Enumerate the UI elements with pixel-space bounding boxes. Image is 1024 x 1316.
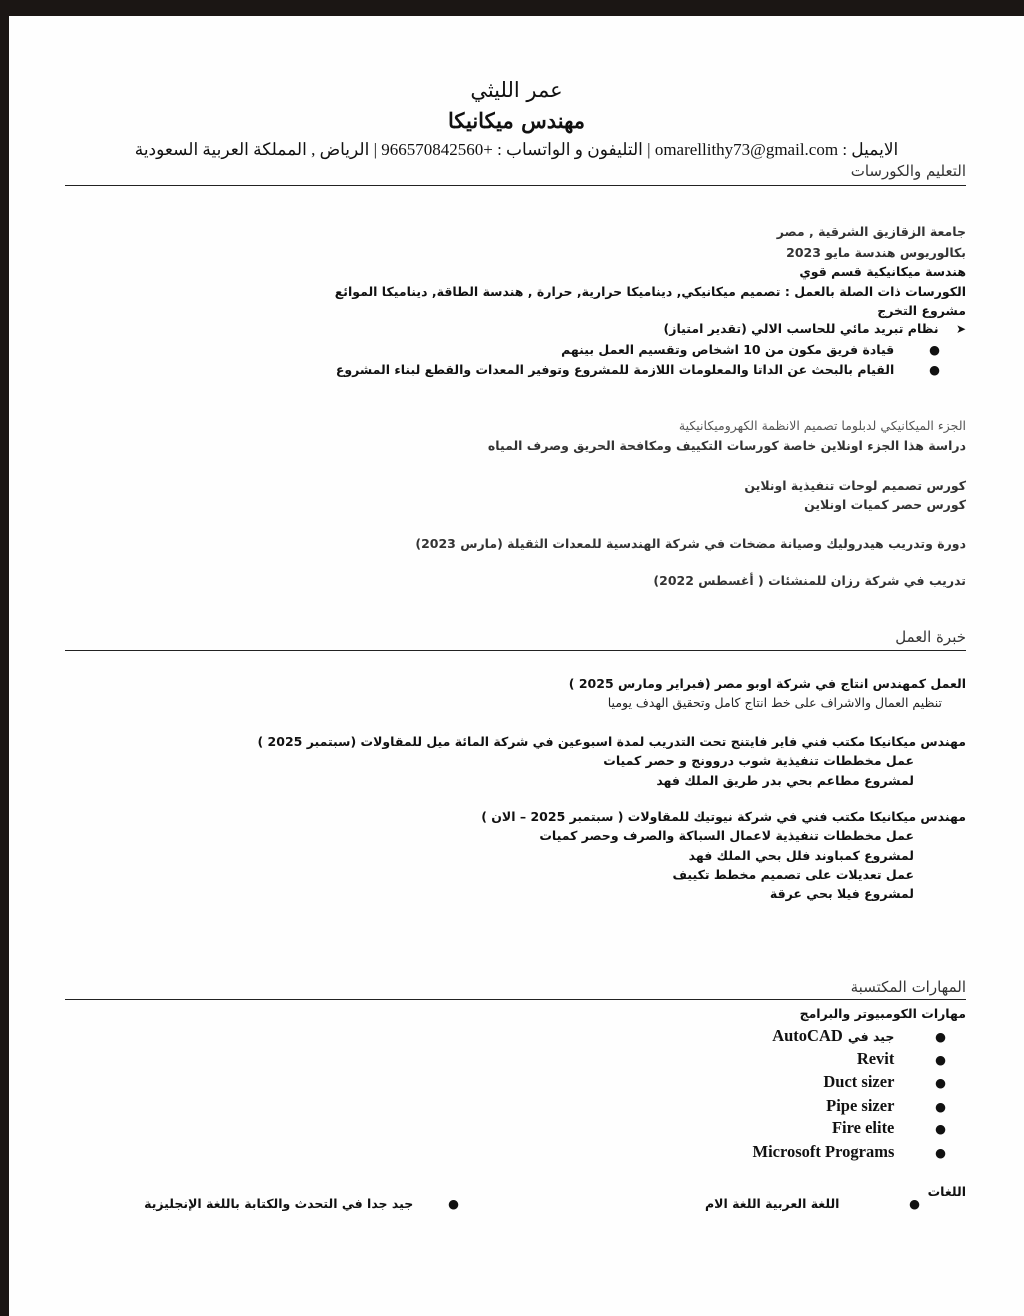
graduation-project-heading: مشروع التخرج xyxy=(877,303,966,318)
bullet-dot-icon: ● xyxy=(935,1099,946,1114)
skill-revit: Revit xyxy=(856,1049,895,1068)
job-detail: عمل تعديلات على تصميم مخطط تكييف xyxy=(672,867,914,882)
list-item xyxy=(753,1142,947,1162)
bullet-dot-icon: ● xyxy=(929,342,940,357)
diploma-title: الجزء الميكانيكي لدبلوما تصميم الانظمة الكهروميكانيكية xyxy=(678,418,966,433)
section-heading-experience: خبرة العمل xyxy=(895,628,966,646)
section-divider xyxy=(65,999,966,1000)
job-detail: لمشروع مطاعم بحي بدر طريق الملك فهد xyxy=(656,773,914,788)
bullet-dot-icon: ● xyxy=(935,1075,946,1090)
course-quantity-survey: كورس حصر كميات اونلاين xyxy=(804,497,966,512)
language-item-english: ● جيد جدا في التحدث والكتابة باللغة الإنجليزية xyxy=(144,1196,459,1211)
section-divider xyxy=(65,650,966,651)
contact-line: الايميل : omarellithy73@gmail.com | التليفون و الواتساب : +966570842560 | الرياض , المملكة العربية السعودية xyxy=(134,140,899,159)
job-title-hundred-mile: مهندس ميكانيكا مكتب فني فاير فايتنج تحت التدريب لمدة اسبوعين في شركة المائة ميل للمقاولات (سبتمبر 2025 ) xyxy=(257,734,966,749)
job-title-newtek: مهندس ميكانيكا مكتب فني في شركة نيوتيك للمقاولات ( سبتمبر 2025 – الان ) xyxy=(481,809,966,824)
languages-heading: اللغات xyxy=(927,1184,966,1199)
job-title: مهندس ميكانيكا xyxy=(448,108,585,133)
training-hydraulics: دورة وتدريب هيدروليك وصيانة مضخات في شركة الهندسية للمعدات الثقيلة (مارس 2023) xyxy=(415,536,966,551)
skill-duct-sizer: Duct sizer xyxy=(823,1072,895,1091)
job-detail: عمل مخططات تنفيذية شوب دروونج و حصر كميات xyxy=(603,753,914,768)
graduation-project-title xyxy=(664,321,966,336)
list-item xyxy=(823,1072,946,1092)
list-item xyxy=(857,1049,946,1069)
person-name: عمر الليثي xyxy=(470,78,563,102)
section-divider xyxy=(65,185,966,186)
bullet-dot-icon: ● xyxy=(909,1196,920,1211)
bullet-dot-icon: ● xyxy=(448,1196,459,1211)
department: هندسة ميكانيكية قسم قوي xyxy=(799,264,966,279)
bullet-dot-icon: ● xyxy=(935,1121,946,1136)
bullet-dot-icon: ● xyxy=(929,362,940,377)
job-detail: عمل مخططات تنفيذية لاعمال السباكة والصرف وحصر كميات xyxy=(539,828,914,843)
list-item xyxy=(826,1096,946,1116)
list-item xyxy=(832,1118,946,1138)
degree: بكالوريوس هندسة مايو 2023 xyxy=(786,245,966,260)
diploma-description: دراسة هذا الجزء اونلاين خاصة كورسات التكييف ومكافحة الحريق وصرف المياه xyxy=(487,438,966,453)
list-item: ● جيد في AutoCAD xyxy=(772,1026,946,1045)
job-title-oppo: العمل كمهندس انتاج في شركة اوبو مصر (فبراير ومارس 2025 ) xyxy=(568,676,966,691)
arrow-bullet-icon: ➤ xyxy=(955,322,966,336)
job-detail: لمشروع كمباوند فلل بحي الملك فهد xyxy=(688,848,914,863)
course-shop-drawings: كورس تصميم لوحات تنفيذية اونلاين xyxy=(744,478,966,493)
resume-page xyxy=(9,16,1024,1316)
language-item-arabic: ● اللغة العربية اللغة الام xyxy=(705,1196,920,1211)
skill-autocad: AutoCAD xyxy=(772,1026,843,1045)
training-razan: تدريب في شركة رزان للمنشئات ( أغسطس 2022) xyxy=(653,573,966,588)
job-detail: لمشروع فيلا بحي عرقة xyxy=(769,886,914,901)
skill-microsoft-programs: Microsoft Programs xyxy=(752,1142,895,1161)
related-courses: الكورسات ذات الصلة بالعمل : تصميم ميكانيكي, ديناميكا حرارية, حرارة , هندسة الطاقة, ديناميكا الموائع xyxy=(334,284,966,299)
skill-fire-elite: Fire elite xyxy=(831,1118,895,1137)
bullet-dot-icon: ● xyxy=(935,1145,946,1160)
section-heading-education: التعليم والكورسات xyxy=(850,162,966,180)
section-heading-skills: المهارات المكتسبة xyxy=(850,978,966,996)
university: جامعة الزقازيق الشرقية , مصر xyxy=(776,224,966,239)
skill-pipe-sizer: Pipe sizer xyxy=(826,1096,895,1115)
bullet-dot-icon: ● xyxy=(935,1029,946,1044)
project-title-text: نظام تبريد مائي للحاسب الالي (تقدير امتياز) xyxy=(663,321,939,336)
bullet-dot-icon: ● xyxy=(935,1052,946,1067)
list-item: ● قيادة فريق مكون من 10 اشخاص وتقسيم العمل بينهم xyxy=(561,342,940,357)
computer-skills-heading: مهارات الكومبيوتر والبرامج xyxy=(799,1006,966,1021)
job-detail: تنظيم العمال والاشراف على خط انتاج كامل وتحقيق الهدف يوميا xyxy=(607,695,942,710)
list-item: ● القيام بالبحث عن الداتا والمعلومات اللازمة للمشروع وتوفير المعدات والقطع لبناء المشروع xyxy=(335,362,940,377)
